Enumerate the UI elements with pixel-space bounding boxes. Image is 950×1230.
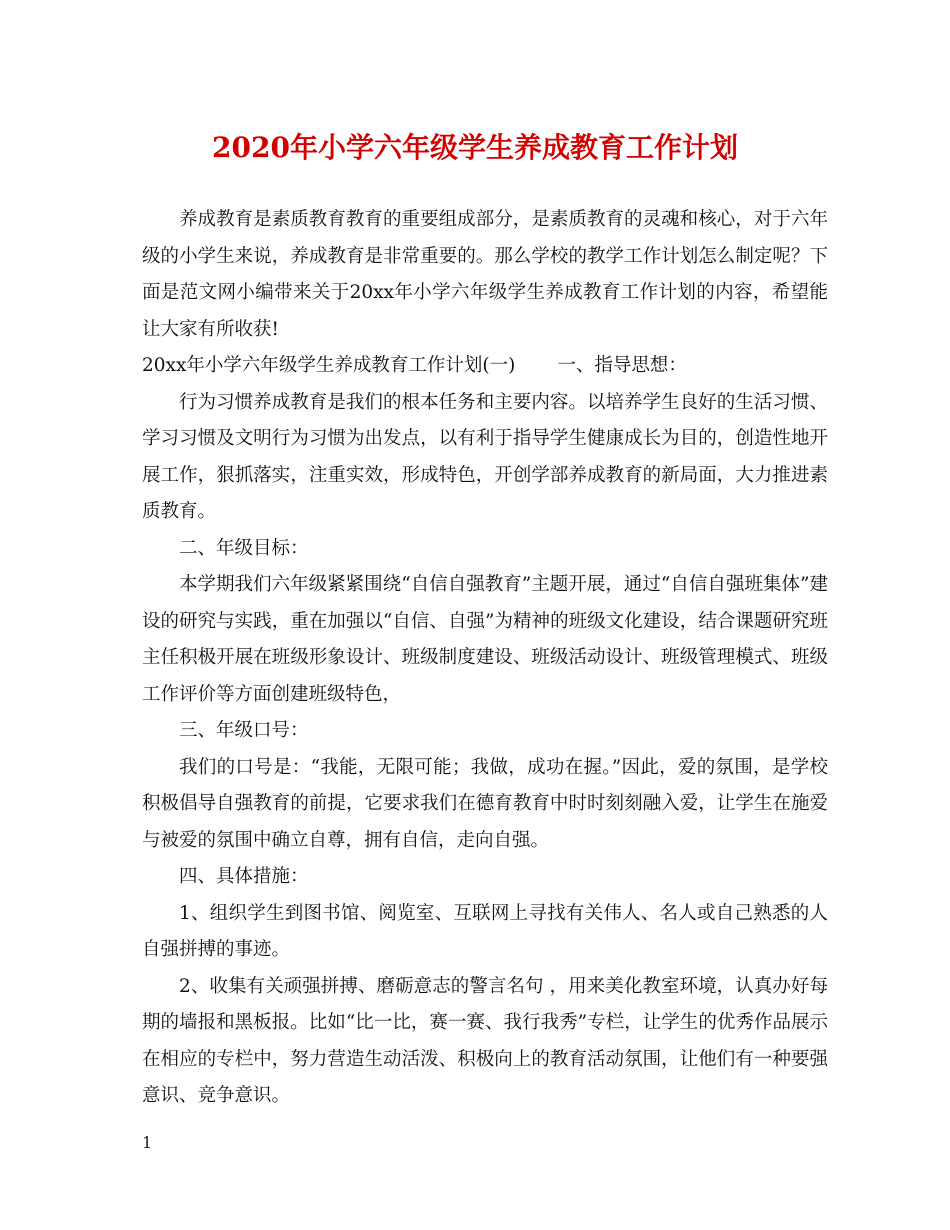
subtitle-line — [142, 348, 828, 385]
document-body — [142, 202, 828, 1115]
section3-paragraph: 我们的口号是：“我能，无限可能；我做，成功在握。”因此，爱的氛围，是学校积极倡导自强教育的前提，它要求我们在德育教育中时时刻刻融入爱，让学生在施爱与被爱的氛围中确立自尊，拥有自信，走向自强。 — [142, 756, 828, 851]
section2-heading: 二、年级目标： — [179, 537, 309, 559]
measure-1-paragraph: 1、组织学生到图书馆、阅览室、互联网上寻找有关伟人、名人或自己熟悉的人自强拼搏的事迹。 — [142, 902, 828, 960]
document-title: 2020年小学六年级学生养成教育工作计划 — [212, 131, 738, 164]
section2-paragraph: 本学期我们六年级紧紧围绕“自信自强教育”主题开展，通过“自信自强班集体”建设的研究与实践，重在加强以“自信、自强”为精神的班级文化建设，结合课题研究班主任积极开展在班级形象设计、班级制度建设、班级活动设计、班级管理模式、班级工作评价等方面创建班级特色， — [142, 574, 828, 705]
section4-heading: 四、具体措施： — [179, 866, 309, 887]
section1-paragraph: 行为习惯养成教育是我们的根本任务和主要内容。以培养学生良好的生活习惯、学习习惯及文明行为习惯为出发点，以有利于指导学生健康成长为目的，创造性地开展工作，狠抓落实，注重实效，形成特色，开创学部养成教育的新局面，大力推进素质教育。 — [142, 391, 828, 522]
intro-paragraph: 养成教育是素质教育教育的重要组成部分，是素质教育的灵魂和核心，对于六年级的小学生来说，养成教育是非常重要的。那么学校的教学工作计划怎么制定呢？下面是范文网小编带来关于20xx年小学六年级学生养成教育工作计划的内容，希望能让大家有所收获! — [142, 209, 828, 340]
section3-heading: 三、年级口号： — [179, 720, 309, 741]
section1-heading: 一、指导思想： — [557, 355, 687, 376]
measure-2-paragraph: 2、收集有关顽强拼搏、磨砺意志的警言名句 ，用来美化教室环境，认真办好每期的墙报和黑板报。比如“比一比，赛一赛、我行我秀”专栏，让学生的优秀作品展示在相应的专栏中，努力营造生动活泼、积极向上的教育活动氛围，让他们有一种要强意识、竞争意识。 — [142, 975, 828, 1106]
page-number: 1 — [142, 1133, 153, 1152]
plan-subtitle: 20xx年小学六年级学生养成教育工作计划(一) — [142, 355, 516, 376]
